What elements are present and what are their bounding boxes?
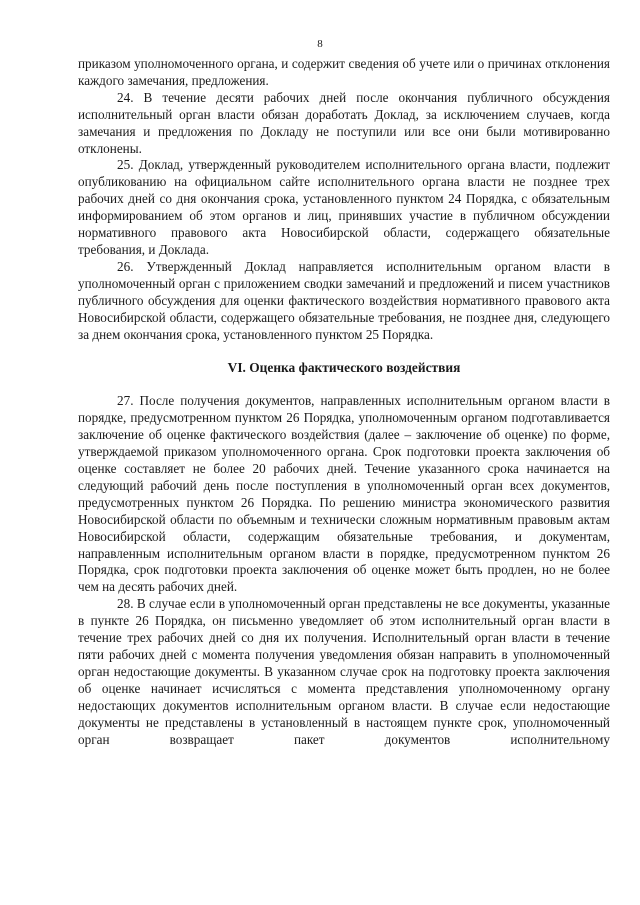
paragraph-28: 28. В случае если в уполномоченный орган представлены не все документы, указанные в пункте 26 Порядка, он письменно уведомляет об этом исполнительный орган власти в течение трех рабочих дней со дня их получения. Исполнительный орган власти в течение пяти рабочих дней с момента получения уведомления обязан направить в уполномоченный орган недостающие документы. В указанном случае срок на подготовку проекта заключения об оценке начинает исчисляться с момента представления уполномоченному органу недостающих документов исполнительным органом власти. В случае если недостающие документы не представлены в установленный в настоящем пункте срок, уполномоченный орган возвращает пакет документов исполнительному bbox=[78, 596, 610, 747]
page-number: 8 bbox=[317, 38, 323, 50]
paragraph-24: 24. В течение десяти рабочих дней после окончания публичного обсуждения исполнительный орган власти обязан доработать Доклад, за исключением случаев, когда замечания и предложения по Докладу не поступили или все они были мотивированно отклонены. bbox=[78, 89, 610, 156]
spacer bbox=[78, 343, 610, 359]
paragraph-26: 26. Утвержденный Доклад направляется исполнительным органом власти в уполномоченный орган с приложением сводки замечаний и предложений и писем участников публичного обсуждения для оценки фактического воздействия нормативного правового акта Новосибирской области, содержащего обязательные требования, не позднее дня, следующего за днем окончания срока, установленного пунктом 25 Порядка. bbox=[78, 258, 610, 342]
document-body bbox=[78, 56, 610, 748]
paragraph-continuation: приказом уполномоченного органа, и содержит сведения об учете или о причинах отклонения каждого замечания, предложения. bbox=[78, 56, 610, 88]
section-heading: VI. Оценка фактического воздействия bbox=[227, 360, 461, 376]
spacer bbox=[78, 376, 610, 393]
paragraph-25: 25. Доклад, утвержденный руководителем исполнительного органа власти, подлежит опубликованию на официальном сайте исполнительного органа власти не позднее трех рабочих дней со дня окончания срока, установленного пунктом 24 Порядка, с обязательным информированием об этом органов и лиц, принявших участие в публичном обсуждении нормативного правового акта Новосибирской области, содержащего обязательные требования, и Доклада. bbox=[78, 157, 610, 257]
paragraph-27: 27. После получения документов, направленных исполнительным органом власти в порядке, предусмотренном пунктом 26 Порядка, уполномоченным органом подготавливается заключение об оценке фактического воздействия (далее – заключение об оценке) по форме, утверждаемой приказом уполномоченного органа. Срок подготовки проекта заключения об оценке составляет не более 20 рабочих дней. Течение указанного срока начинается на следующий рабочий день после поступления в уполномоченный орган всех документов, предусмотренных пунктом 26 Порядка. По решению министра экономического развития Новосибирской области по объемным и технически сложным нормативным правовым актам Новосибирской области, содержащим обязательные требования, и документам, направленным исполнительным органом власти в порядке, предусмотренном пунктом 26 Порядка, срок подготовки проекта заключения об оценке может быть продлен, но не более чем на десять рабочих дней. bbox=[78, 393, 610, 595]
